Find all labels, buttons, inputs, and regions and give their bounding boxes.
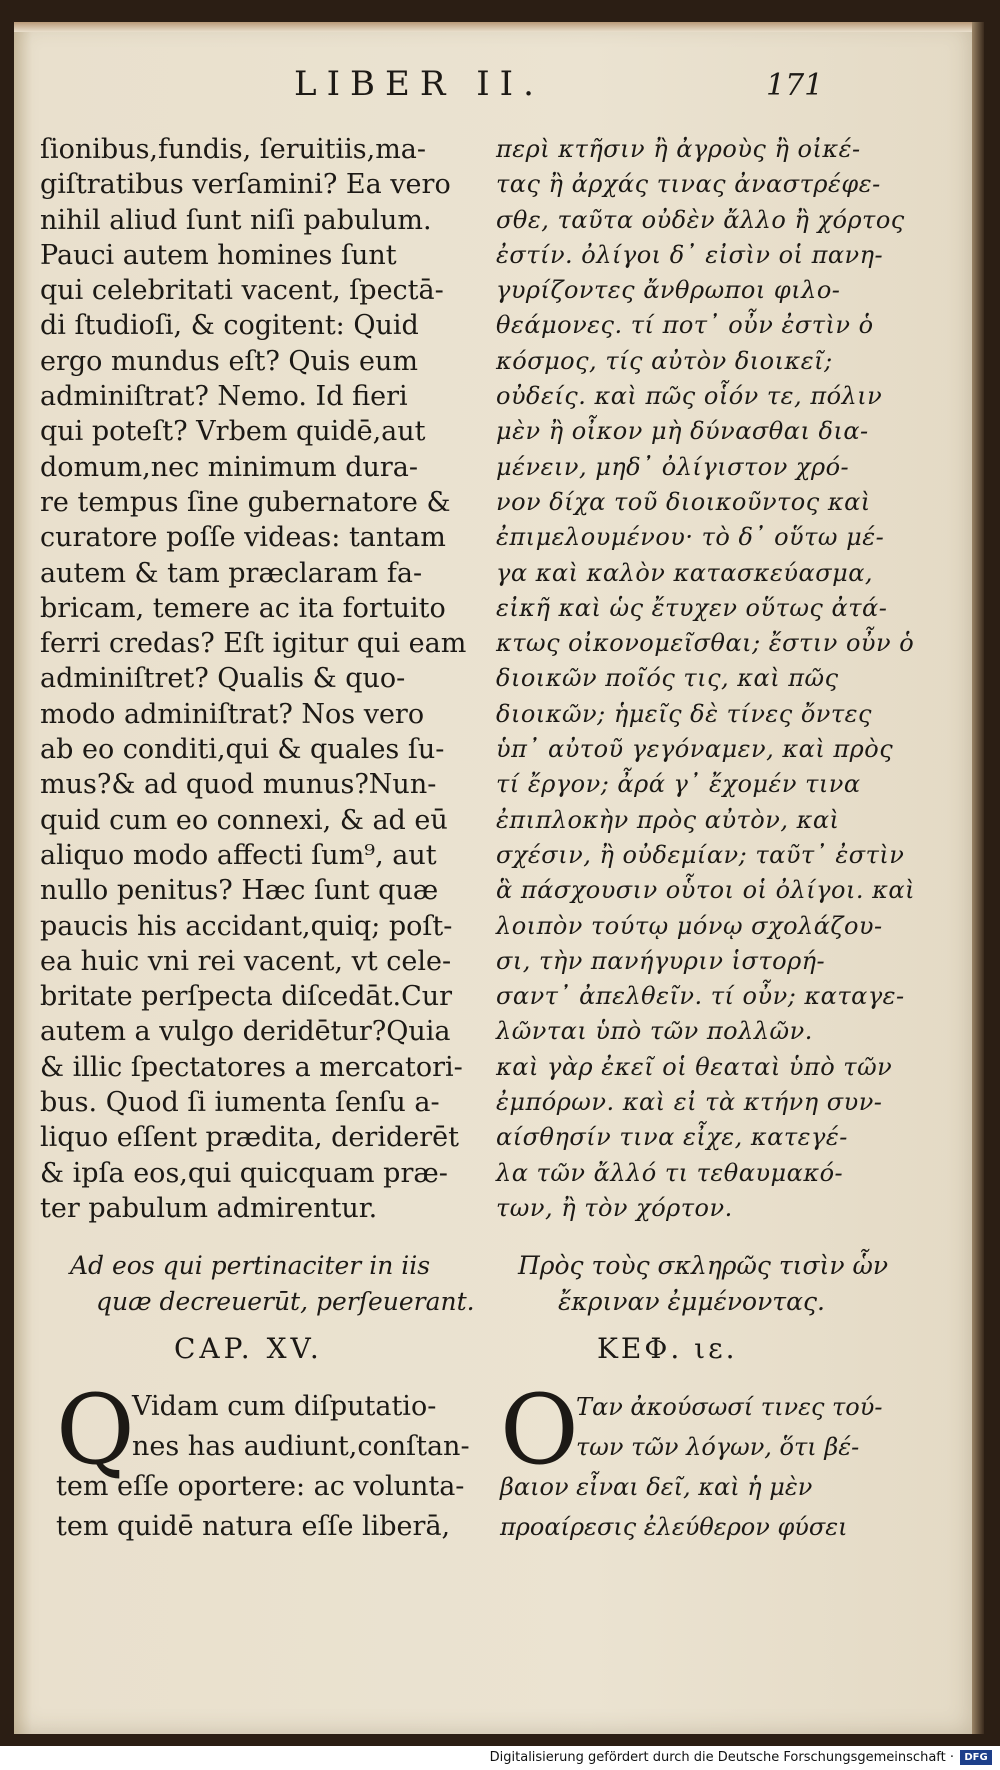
greek-text-line: λοιπὸν τούτῳ μόνῳ σχολάζου-	[496, 911, 883, 940]
greek-text-line: ἐπιπλοκὴν πρὸς αὐτὸν, καὶ	[496, 805, 840, 834]
latin-text-line: qui celebritati vacent, ſpectā-	[40, 275, 444, 307]
latin-text-line: quid cum eo connexi, & ad eū	[40, 804, 448, 836]
latin-text-line: ferri credas? Eſt igitur qui eam	[40, 628, 467, 660]
latin-text-line: britate perſpecta diſcedāt.Cur	[40, 981, 453, 1013]
greek-text-line: τί ἔργον; ἆρά γ᾽ ἔχομέν τινα	[496, 770, 861, 799]
greek-text-line: τας ἢ ἀρχάς τινας ἀναστρέφε-	[496, 170, 881, 199]
text-line: tem eſſe oportere: ac volunta-	[56, 1471, 465, 1502]
greek-text-line: θεάμονες. τί ποτ᾽ οὖν ἐστὶν ὁ	[496, 311, 874, 340]
greek-text-line: ἃ πάσχουσιν οὗτοι οἱ ὀλίγοι. καὶ	[496, 876, 915, 905]
greek-text-line: κόσμος, τίς αὐτὸν διοικεῖ;	[496, 346, 833, 375]
latin-chapter-title	[70, 1248, 490, 1320]
greek-text-line: ἐμπόρων. καὶ εἰ τὰ κτήνη συν-	[496, 1088, 883, 1117]
latin-chapter-title-line: Ad eos qui pertinaciter in iis	[70, 1251, 431, 1280]
latin-text-line: paucis his accidant,quiq; poſt-	[40, 910, 453, 942]
text-line: βαιον εἶναι δεῖ, καὶ ἡ μὲν	[500, 1473, 813, 1501]
latin-text-line: curatore poſſe videas: tantam	[40, 522, 446, 554]
latin-text-line: domum,nec minimum dura-	[40, 451, 419, 483]
latin-text-line: & illic ſpectatores a mercatori-	[40, 1051, 463, 1083]
text-line: Ταν ἀκούσωσί τινες τού-	[576, 1393, 883, 1421]
text-line: των τῶν λόγων, ὅτι βέ-	[576, 1433, 860, 1461]
latin-text-line: modo adminiſtrat? Nos vero	[40, 698, 425, 730]
latin-chapter-heading: CAP. XV.	[174, 1332, 323, 1365]
greek-chapter-title	[518, 1248, 898, 1320]
latin-column	[40, 132, 480, 1226]
latin-text-line: liquo eſſent prædita, deriderēt	[40, 1122, 459, 1154]
greek-text-line: μὲν ἢ οἶκον μὴ δύνασθαι δια-	[496, 417, 869, 446]
greek-text-line: διοικῶν; ἡμεῖς δὲ τίνες ὄντες	[496, 699, 872, 728]
greek-text-line: νον δίχα τοῦ διοικοῦντος καὶ	[496, 487, 871, 516]
page-top-edge	[14, 22, 972, 32]
greek-column	[496, 132, 916, 1226]
latin-chapter-text	[56, 1387, 492, 1547]
latin-text-line: autem & tam præclaram fa-	[40, 557, 423, 589]
greek-text-line: περὶ κτῆσιν ἢ ἀγροὺς ἢ οἰκέ-	[496, 135, 861, 163]
latin-text-line: qui poteſt? Vrbem quidē,aut	[40, 416, 426, 448]
greek-text-line: εἰκῆ καὶ ὡς ἔτυχεν οὕτως ἀτά-	[496, 593, 888, 622]
latin-text-line: & ipſa eos,qui quicquam præ-	[40, 1157, 448, 1189]
latin-text-line: mus?& ad quod munus?Nun-	[40, 769, 437, 801]
greek-text-line: σθε, ταῦτα οὐδὲν ἄλλο ἢ χόρτος	[496, 205, 905, 234]
latin-text-line: adminiſtret? Qualis & quo-	[40, 663, 406, 695]
latin-text-line: aliquo modo affecti ſum⁹, aut	[40, 839, 437, 871]
greek-text-line: μένειν, μηδ᾽ ὀλίγιστον χρό-	[496, 452, 850, 481]
greek-text-line: ὑπ᾽ αὐτοῦ γεγόναμεν, καὶ πρὸς	[496, 735, 894, 764]
footer-bar	[0, 1746, 1000, 1770]
text-line: nes has audiunt,conſtan-	[132, 1431, 470, 1462]
greek-text-line: ἐπιμελουμένου· τὸ δ᾽ οὕτω μέ-	[496, 523, 885, 552]
latin-text-line: re tempus ſine gubernatore &	[40, 486, 451, 518]
latin-text-line: autem a vulgo deridētur?Quia	[40, 1016, 451, 1048]
dfg-logo[interactable]: DFG	[960, 1750, 992, 1765]
latin-text-line: nihil aliud ſunt niſi pabulum.	[40, 204, 432, 236]
running-head: LIBER II.	[294, 64, 544, 104]
latin-chapter-title-line: quæ decreuerūt, perſeuerant.	[96, 1287, 475, 1316]
footer-credit: Digitalisierung gefördert durch die Deutsche Forschungsgemeinschaft ·	[489, 1750, 954, 1765]
latin-text-line: ter pabulum admirentur.	[40, 1192, 378, 1224]
greek-text-line: των, ἢ τὸν χόρτον.	[496, 1193, 733, 1222]
greek-text-line: λῶνται ὑπὸ τῶν πολλῶν.	[496, 1017, 813, 1046]
greek-text-line: καὶ γὰρ ἐκεῖ οἱ θεαταὶ ὑπὸ τῶν	[496, 1052, 893, 1081]
latin-text-line: ab eo conditi,qui & quales ſu-	[40, 734, 445, 766]
latin-text-line: adminiſtrat? Nemo. Id fieri	[40, 381, 408, 413]
greek-chapter-title-line: ἔκριναν ἐμμένοντας.	[558, 1287, 825, 1316]
greek-text-line: οὐδείς. καὶ πῶς οἷόν τε, πόλιν	[496, 382, 883, 411]
text-line: tem quidē natura eſſe liberā,	[56, 1511, 451, 1542]
greek-text-line: σαντ᾽ ἀπελθεῖν. τί οὖν; καταγε-	[496, 982, 905, 1011]
greek-text-line: κτως οἰκονομεῖσθαι; ἔστιν οὖν ὁ	[496, 629, 915, 658]
latin-text-line: Pauci autem homines ſunt	[40, 239, 397, 271]
greek-chapter-heading: ΚΕΦ. ιε.	[597, 1332, 738, 1365]
page-right-edge	[972, 22, 984, 1734]
greek-text-line: γυρίζοντες ἄνθρωποι φιλο-	[496, 276, 841, 305]
greek-text-line: διοικῶν ποῖός τις, καὶ πῶς	[496, 664, 839, 693]
greek-text-line: ἐστίν. ὀλίγοι δ᾽ εἰσὶν οἱ πανη-	[496, 240, 884, 269]
greek-text-line: αίσθησίν τινα εἶχε, κατεγέ-	[496, 1123, 848, 1152]
latin-drop-initial: Q	[56, 1374, 135, 1486]
page-number: 171	[766, 68, 824, 103]
latin-text-line: di ſtudioſi, & cogitent: Quid	[40, 310, 419, 342]
text-line: Vidam cum diſputatio-	[132, 1391, 437, 1422]
greek-text-line: σι, τὴν πανήγυριν ἱστορή-	[496, 946, 826, 975]
greek-chapter-text	[500, 1387, 916, 1547]
greek-text-line: λα τῶν ἄλλό τι τεθαυμακό-	[496, 1158, 844, 1187]
greek-text-line: σχέσιν, ἢ οὐδεμίαν; ταῦτ᾽ ἐστὶν	[496, 840, 905, 869]
latin-text-line: nullo penitus? Hæc ſunt quæ	[40, 875, 439, 907]
greek-chapter-title-line: Πρὸς τοὺς σκληρῶς τισὶν ὧν	[518, 1251, 889, 1280]
latin-text-line: bricam, temere ac ita fortuito	[40, 592, 446, 624]
text-line: προαίρεσις ἐλεύθερον φύσει	[500, 1513, 848, 1541]
latin-text-line: bus. Quod ſi iumenta ſenſu a-	[40, 1087, 440, 1119]
latin-text-line: ea huic vni rei vacent, vt cele-	[40, 945, 452, 977]
latin-text-line: ſionibus,fundis, ſeruitiis,ma-	[40, 134, 427, 165]
book-page	[14, 22, 972, 1734]
greek-text-line: γα καὶ καλὸν κατασκεύασμα,	[496, 558, 874, 587]
greek-drop-initial: Ο	[500, 1374, 579, 1486]
latin-text-line: giſtratibus verſamini? Ea vero	[40, 169, 451, 201]
latin-text-line: ergo mundus eſt? Quis eum	[40, 345, 418, 377]
